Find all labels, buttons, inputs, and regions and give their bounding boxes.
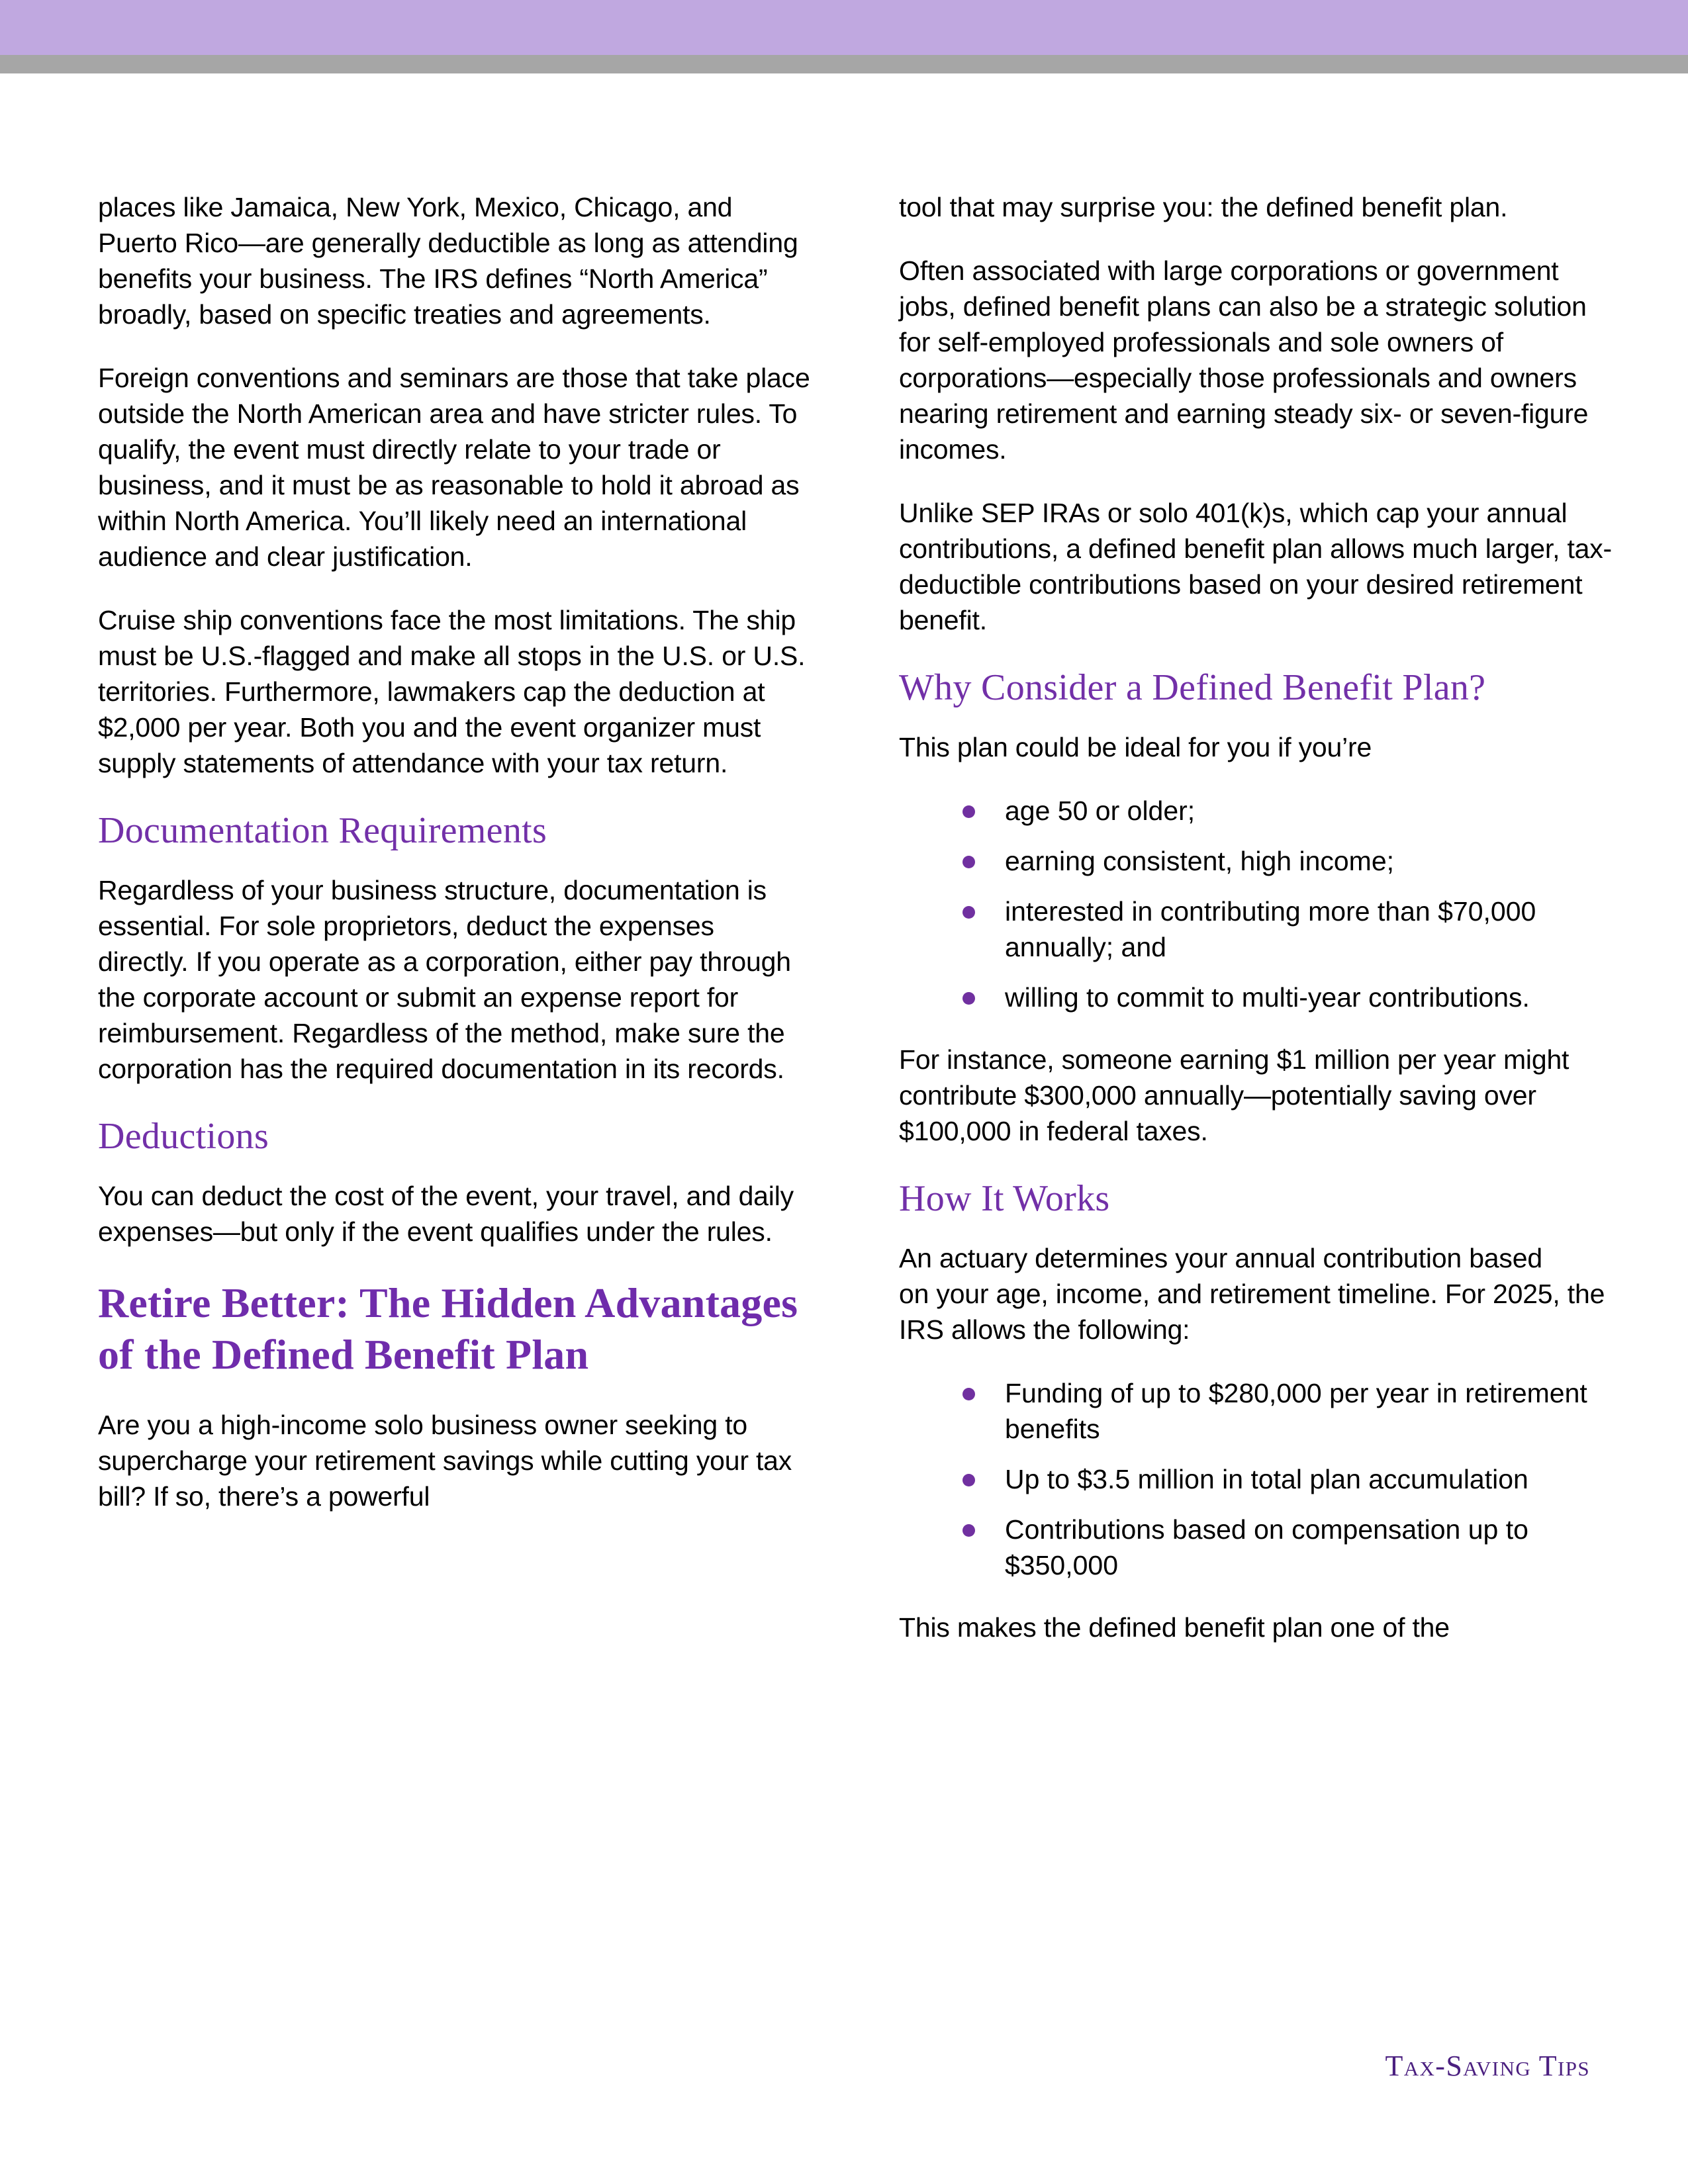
heading-why-consider-defined-benefit-plan: Why Consider a Defined Benefit Plan? [899,667,1486,708]
list-item-label: willing to commit to multi-year contributions. [1005,982,1530,1013]
paragraph-actuary-determines-line1: An actuary determines your annual contribution based [899,1243,1542,1273]
bullet-dot-icon [962,856,975,868]
list-item-label: age 50 or older; [1005,796,1196,826]
list-item-label: Up to $3.5 million in total plan accumulation [1005,1464,1528,1494]
paragraph-for-instance-example: For instance, someone earning $1 million per year might contribute $300,000 annually—potentially saving over $100,000 in federal taxes. [899,1044,1570,1146]
list-item [962,1512,1613,1583]
bullet-dot-icon [962,805,975,818]
list-item-label: earning consistent, high income; [1005,846,1395,876]
paragraph-this-plan-could-be-ideal: This plan could be ideal for you if you’re [899,732,1372,762]
paragraph-often-associated: Often associated with large corporations or government jobs, defined benefit plans can also be a strategic solution for self-employed professionals and sole owners of corporations—especially those professionals and owners nearing retirement and earning steady six- or seven-figure incomes. [899,255,1589,465]
paragraph-this-makes-defined-benefit: This makes the defined benefit plan one of the [899,1612,1450,1643]
paragraph-unlike-sep-iras: Unlike SEP IRAs or solo 401(k)s, which cap your annual contributions, a defined benefit plan allows much larger, tax-deductible contributions based on your desired retirement benefit. [899,498,1613,635]
paragraph-tool-that-may-surprise: tool that may surprise you: the defined benefit plan. [899,192,1508,222]
paragraph-foreign-conventions: Foreign conventions and seminars are those that take place outside the North American area and have stricter rules. To qualify, the event must directly relate to your trade or business, and it must be as reasonable to hold it abroad as within North America. You’ll likely need an international audience and clear justification. [98,363,810,572]
publication-name: Tax-Saving Tips [1385,2050,1590,2082]
bullet-dot-icon [962,1524,975,1537]
heading-deductions: Deductions [98,1116,269,1157]
left-column [98,189,812,1542]
list-item [962,1375,1613,1447]
heading-how-it-works: How It Works [899,1178,1110,1219]
page-footer [0,2049,1590,2083]
heading-retire-better: Retire Better: The Hidden Advantages of the Defined Benefit Plan [98,1279,798,1378]
list-item [962,1461,1613,1497]
list-item-label: Funding of up to $280,000 per year in retirement benefits [1005,1378,1587,1444]
list-item-label: interested in contributing more than $70,000 annually; and [1005,896,1536,962]
bullet-dot-icon [962,1474,975,1486]
bullet-dot-icon [962,1388,975,1400]
paragraph-places-like-jamaica: places like Jamaica, New York, Mexico, Chicago, and Puerto Rico—are generally deductible as long as attending benefits your business. The IRS defines “North America” broadly, based on specific treaties and agreements. [98,192,798,330]
heading-documentation-requirements: Documentation Requirements [98,810,547,851]
list-item [962,843,1613,879]
list-item [962,979,1613,1015]
paragraph-actuary-determines-line2: on your age, income, and retirement timeline. For 2025, the IRS allows the following: [899,1279,1605,1345]
paragraph-regardless-of-business-structure: Regardless of your business structure, documentation is essential. For sole proprietors, deduct the expenses directly. If you operate as a corporation, either pay through the corporate account or submit an expense report for reimbursement. Regardless of the method, make sure the corporation has the required documentation in its records. [98,875,791,1084]
bullet-dot-icon [962,992,975,1005]
paragraph-are-you-high-income: Are you a high-income solo business owner seeking to supercharge your retirement savings while cutting your tax bill? If so, there’s a powerful [98,1410,792,1512]
right-column [899,189,1613,1673]
bullet-dot-icon [962,906,975,919]
paragraph-cruise-ship-conventions: Cruise ship conventions face the most limitations. The ship must be U.S.-flagged and make all stops in the U.S. or U.S. territories. Furthermore, lawmakers cap the deduction at $2,000 per year. Both you and the event organizer must supply statements of attendance with your tax return. [98,605,806,778]
list-item [962,793,1613,829]
eligibility-bullet-list [899,793,1613,1015]
irs-limits-bullet-list [899,1375,1613,1583]
paragraph-you-can-deduct: You can deduct the cost of the event, your travel, and daily expenses—but only if the event qualifies under the rules. [98,1181,794,1247]
list-item-label: Contributions based on compensation up to $350,000 [1005,1514,1528,1580]
list-item [962,893,1613,965]
